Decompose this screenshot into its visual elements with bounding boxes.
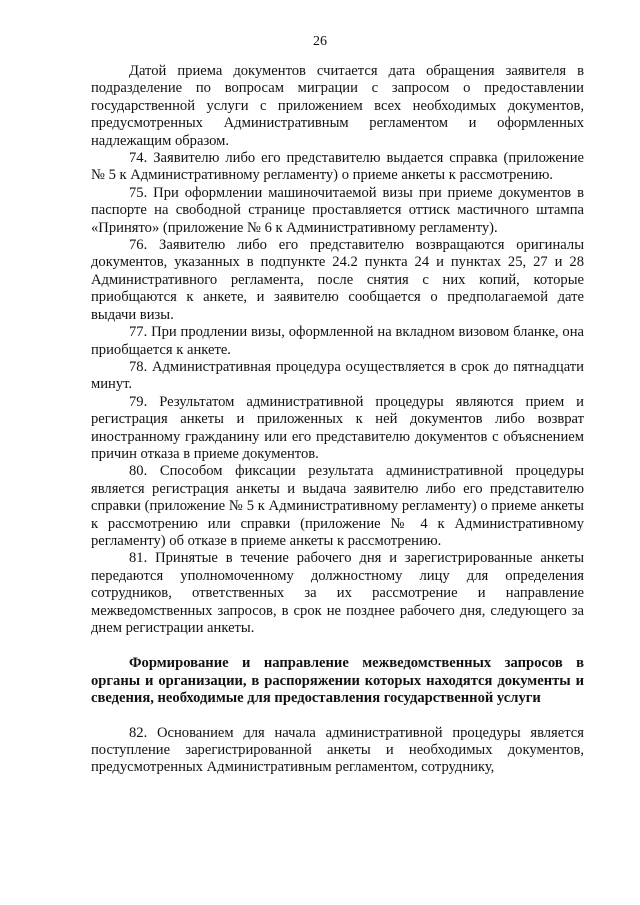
paragraph: Датой приема документов считается дата обращения заявителя в подразделение по вопросам миграции с запросом о предоставлении государственной услуги с приложением всех необходимых документов, предусмотренных Административным регламентом и оформленных надлежащим образом. xyxy=(91,63,584,149)
paragraph-78: 78. Административная процедура осуществляется в срок до пятнадцати минут. xyxy=(91,358,584,393)
section-heading: Формирование и направление межведомственных запросов в органы и организации, в распоряжении которых находятся документы и сведения, необходимые для предоставления государственной услуги xyxy=(91,655,584,707)
page-number: 26 xyxy=(313,34,327,49)
paragraph-82: 82. Основанием для начала административной процедуры является поступление зарегистрированной анкеты и необходимых документов, предусмотренных Административным регламентом, сотруднику, xyxy=(91,724,584,776)
paragraph-79: 79. Результатом административной процедуры являются прием и регистрация анкеты и приложенных к ней документов либо возврат иностранному гражданину или его представителю документов с объяснением причин отказа в приеме документов. xyxy=(91,393,584,462)
paragraph-80: 80. Способом фиксации результата административной процедуры является регистрация анкеты и выдача заявителю либо его представителю справки (приложение № 5 к Административному регламенту) о приеме анкеты к рассмотрению или справки (приложение № 4 к Административному регламенту) об отказе в приеме анкеты к рассмотрению. xyxy=(91,463,584,549)
spacer xyxy=(91,637,584,655)
paragraph-77: 77. При продлении визы, оформленной на вкладном визовом бланке, она приобщается к анкете. xyxy=(91,324,584,358)
paragraph-74: 74. Заявителю либо его представителю выдается справка (приложение № 5 к Административному регламенту) о приеме анкеты к рассмотрению. xyxy=(91,150,584,184)
paragraph-76: 76. Заявителю либо его представителю возвращаются оригиналы документов, указанных в подпункте 24.2 пункта 24 и пунктах 25, 27 и 28 Административного регламента, после снятия с них копий, которые приобщаются к анкете, и заявителю сообщается о предполагаемой дате выдачи визы. xyxy=(91,237,584,323)
paragraph-75: 75. При оформлении машиночитаемой визы при приеме документов в паспорте на свободной странице проставляется оттиск мастичного штампа «Принято» (приложение № 6 к Административному регламенту). xyxy=(91,184,584,236)
document-body xyxy=(91,63,584,777)
spacer xyxy=(91,708,584,725)
paragraph-81: 81. Принятые в течение рабочего дня и зарегистрированные анкеты передаются уполномоченному должностному лицу для определения сотрудников, ответственных за их рассмотрение и направление межведомственных запросов, в срок не позднее рабочего дня, следующего за днем регистрации анкеты. xyxy=(91,550,584,636)
